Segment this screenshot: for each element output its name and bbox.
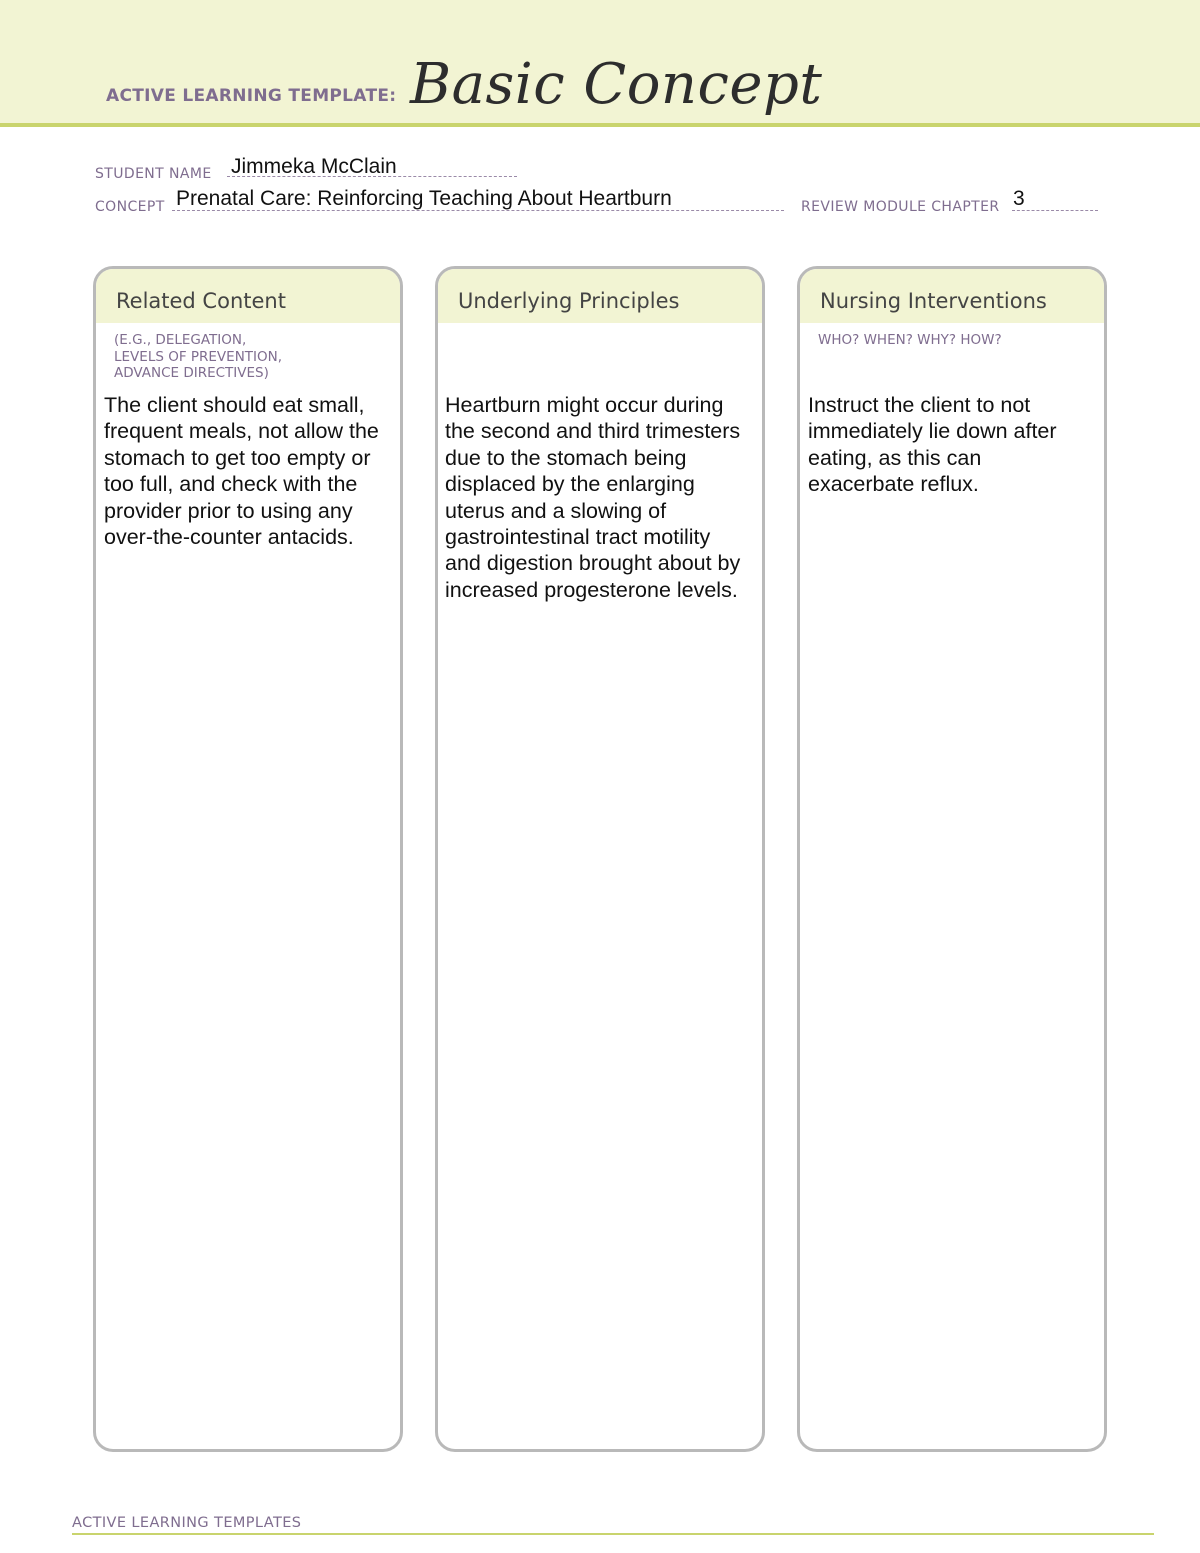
card-title: Related Content [116,289,286,313]
student-name-field[interactable]: Jimmeka McClain [231,155,397,178]
card-title: Underlying Principles [458,289,680,313]
concept-field[interactable]: Prenatal Care: Reinforcing Teaching About Heartburn [176,187,672,210]
chapter-line [1012,210,1098,211]
card-hint: WHO? WHEN? WHY? HOW? [818,332,1002,348]
related-content-card [93,266,403,1452]
concept-label: CONCEPT [95,199,165,215]
card-title: Nursing Interventions [820,289,1047,313]
footer-rule [72,1533,1154,1535]
chapter-label: REVIEW MODULE CHAPTER [801,199,1000,215]
template-label: ACTIVE LEARNING TEMPLATE: [106,86,397,106]
chapter-field[interactable]: 3 [1013,187,1025,210]
card-hint: (E.G., DELEGATION, LEVELS OF PREVENTION, ADVANCE DIRECTIVES) [114,332,283,381]
underlying-principles-card [435,266,765,1452]
nursing-interventions-card [797,266,1107,1452]
nursing-interventions-text[interactable]: Instruct the client to not immediately lie down after eating, as this can exacerbate reflux. [808,393,1057,497]
template-title: Basic Concept [410,52,823,117]
related-content-text[interactable]: The client should eat small, frequent meals, not allow the stomach to get too empty or too full, and check with the provider prior to using any over-the-counter antacids. [104,393,379,550]
underlying-principles-text[interactable]: Heartburn might occur during the second and third trimesters due to the stomach being displaced by the enlarging uterus and a slowing of gastrointestinal tract motility and digestion brought about by increased progesterone levels. [445,393,741,602]
header-rule [0,123,1200,127]
footer-label: ACTIVE LEARNING TEMPLATES [72,1515,302,1531]
student-name-label: STUDENT NAME [95,166,212,182]
